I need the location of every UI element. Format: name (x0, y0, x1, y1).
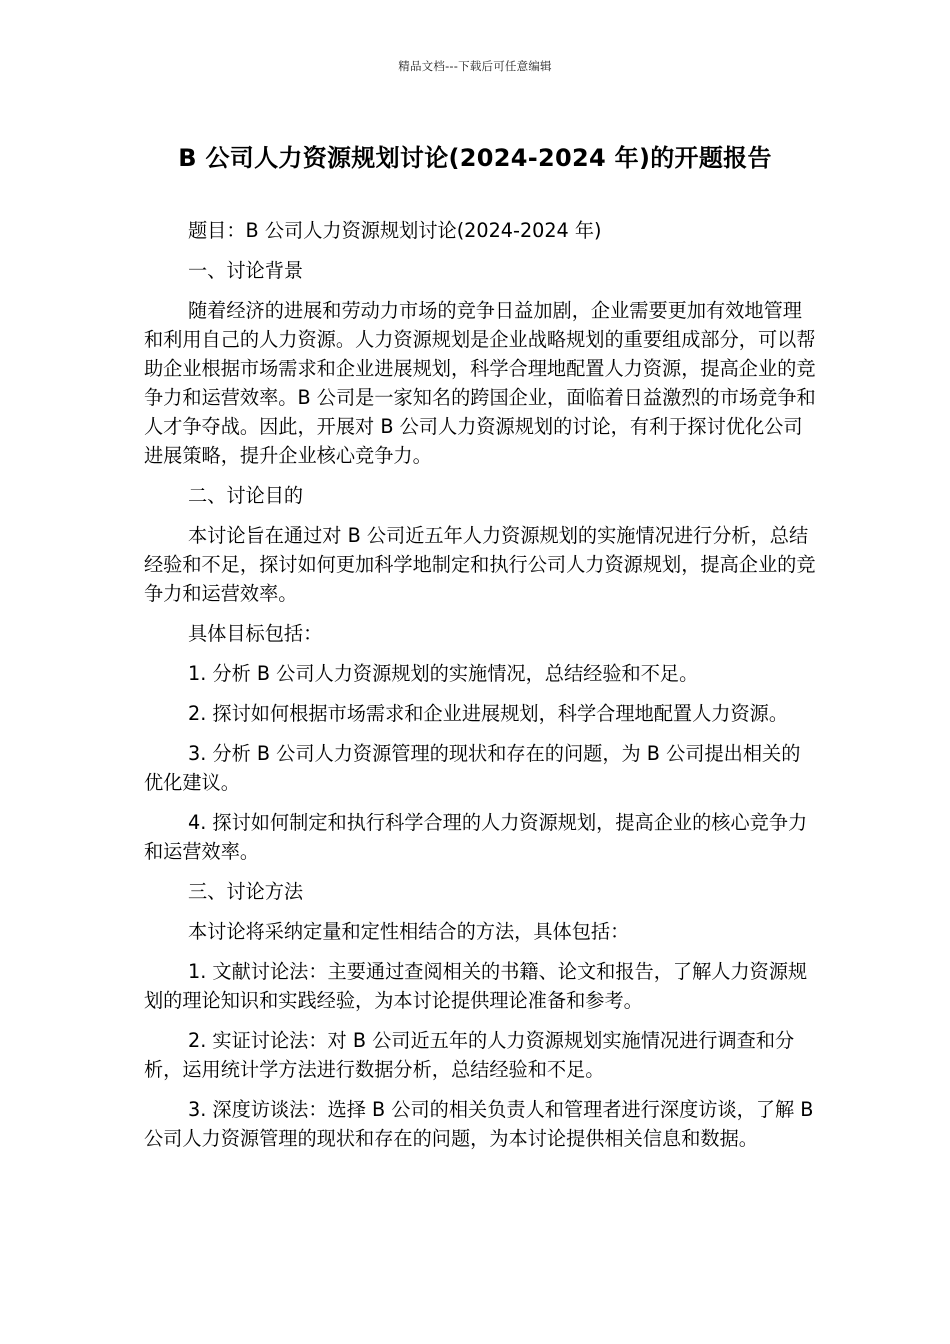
section-heading-method: 三、讨论方法 (188, 880, 304, 903)
goal-item: 1. 分析 B 公司人力资源规划的实施情况，总结经验和不足。 (188, 662, 699, 685)
method-intro: 本讨论将采纳定量和定性相结合的方法，具体包括： (188, 920, 630, 943)
purpose-paragraph: 本讨论旨在通过对 B 公司近五年人力资源规划的实施情况进行分析，总结经验和不足，探讨如何更加科学地制定和执行公司人力资源规划，提高企业的竞争力和运营效率。 (144, 524, 816, 605)
method-item: 1. 文献讨论法：主要通过查阅相关的书籍、论文和报告，了解人力资源规划的理论知识和实践经验，为本讨论提供理论准备和参考。 (144, 960, 808, 1012)
section-heading-background: 一、讨论背景 (188, 259, 304, 282)
section-heading-purpose: 二、讨论目的 (188, 484, 304, 507)
goal-item: 2. 探讨如何根据市场需求和企业进展规划，科学合理地配置人力资源。 (188, 702, 789, 725)
method-item: 3. 深度访谈法：选择 B 公司的相关负责人和管理者进行深度访谈，了解 B 公司人力资源管理的现状和存在的问题，为本讨论提供相关信息和数据。 (144, 1098, 814, 1150)
document-body (144, 216, 816, 1164)
topic-line: 题目：B 公司人力资源规划讨论(2024-2024 年) (188, 219, 602, 242)
background-paragraph: 随着经济的进展和劳动力市场的竞争日益加剧，企业需要更加有效地管理和利用自己的人力资源。人力资源规划是企业战略规划的重要组成部分，可以帮助企业根据市场需求和企业进展规划，科学合理地配置人力资源，提高企业的竞争力和运营效率。B 公司是一家知名的跨国企业，面临着日益激烈的市场竞争和人才争夺战。因此，开展对 B 公司人力资源规划的讨论，有利于探讨优化公司进展策略，提升企业核心竞争力。 (144, 299, 816, 467)
goals-intro: 具体目标包括： (188, 622, 323, 645)
goal-item: 3. 分析 B 公司人力资源管理的现状和存在的问题，为 B 公司提出相关的优化建议。 (144, 742, 801, 794)
document-title: B 公司人力资源规划讨论(2024-2024 年)的开题报告 (178, 144, 772, 172)
goal-item: 4. 探讨如何制定和执行科学合理的人力资源规划，提高企业的核心竞争力和运营效率。 (144, 811, 808, 863)
header-note: 精品文档---下载后可任意编辑 (398, 59, 552, 73)
method-item: 2. 实证讨论法：对 B 公司近五年的人力资源规划实施情况进行调查和分析，运用统计学方法进行数据分析，总结经验和不足。 (144, 1029, 795, 1081)
